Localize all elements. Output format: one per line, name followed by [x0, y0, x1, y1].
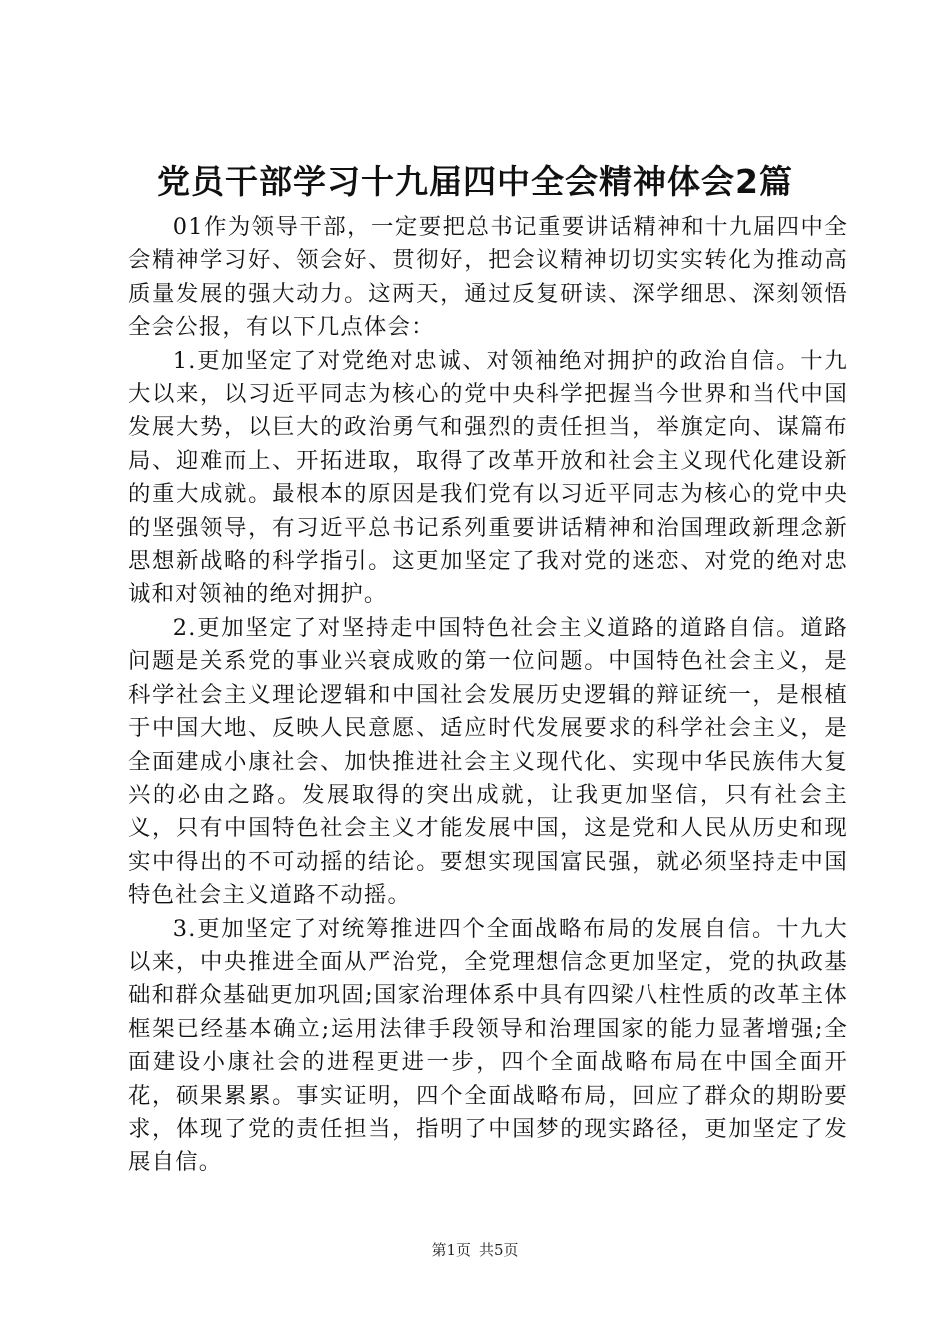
- paragraph-point-3: 3.更加坚定了对统筹推进四个全面战略布局的发展自信。十九大以来，中央推进全面从严治党，全党理想信念更加坚定，党的执政基础和群众基础更加巩固;国家治理体系中具有四梁八柱性质的改革主体框架已经基本确立;运用法律手段领导和治理国家的能力显著增强;全面建设小康社会的进程更进一步，四个全面战略布局在中国全面开花，硕果累累。事实证明，四个全面战略布局，回应了群众的期盼要求，体现了党的责任担当，指明了中国梦的现实路径，更加坚定了发展自信。: [128, 915, 848, 1176]
- document-title: 党员干部学习十九届四中全会精神体会2篇: [157, 162, 793, 201]
- page-total: 共5页: [479, 1241, 519, 1259]
- page-number: 第1页: [431, 1241, 471, 1259]
- page-footer: [0, 1240, 950, 1260]
- paragraph-point-2: 2.更加坚定了对坚持走中国特色社会主义道路的道路自信。道路问题是关系党的事业兴衰成败的第一位问题。中国特色社会主义，是科学社会主义理论逻辑和中国社会发展历史逻辑的辩证统一，是根植于中国大地、反映人民意愿、适应时代发展要求的科学社会主义，是全面建成小康社会、加快推进社会主义现代化、实现中华民族伟大复兴的必由之路。发展取得的突出成就，让我更加坚信，只有社会主义，只有中国特色社会主义才能发展中国，这是党和人民从历史和现实中得出的不可动摇的结论。要想实现国富民强，就必须坚持走中国特色社会主义道路不动摇。: [128, 614, 848, 909]
- document-body: [128, 211, 848, 1180]
- paragraph-intro: 01作为领导干部，一定要把总书记重要讲话精神和十九届四中全会精神学习好、领会好、贯彻好，把会议精神切切实实转化为推动高质量发展的强大动力。这两天，通过反复研读、深学细思、深刻领悟全会公报，有以下几点体会：: [128, 214, 848, 341]
- paragraph-point-1: 1.更加坚定了对党绝对忠诚、对领袖绝对拥护的政治自信。十九大以来，以习近平同志为核心的党中央科学把握当今世界和当代中国发展大势，以巨大的政治勇气和强烈的责任担当，举旗定向、谋篇布局、迎难而上、开拓进取，取得了改革开放和社会主义现代化建设新的重大成就。最根本的原因是我们党有以习近平同志为核心的党中央的坚强领导，有习近平总书记系列重要讲话精神和治国理政新理念新思想新战略的科学指引。这更加坚定了我对党的迷恋、对党的绝对忠诚和对领袖的绝对拥护。: [128, 347, 848, 608]
